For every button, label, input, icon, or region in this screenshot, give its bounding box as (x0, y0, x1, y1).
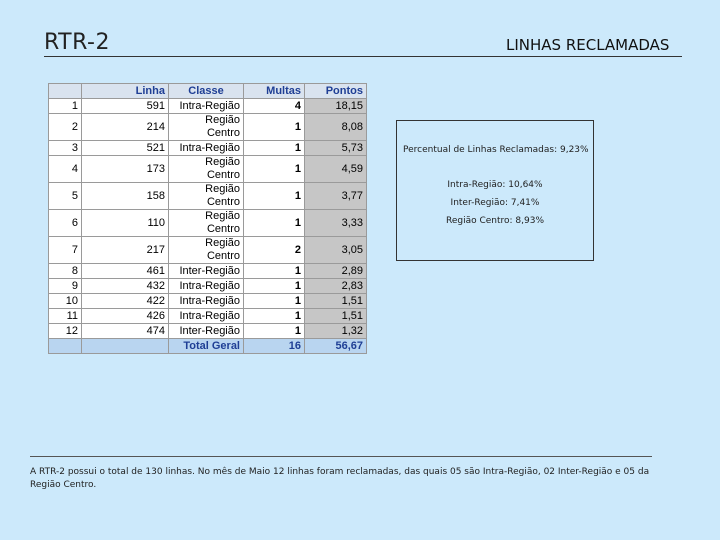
pontos-cell: 2,83 (305, 279, 367, 294)
pontos-cell: 2,89 (305, 264, 367, 279)
overall-percentage: Percentual de Linhas Reclamadas: 9,23% (403, 145, 589, 155)
linha-cell: 474 (82, 324, 169, 339)
row-number: 1 (49, 99, 82, 114)
table-header-row (49, 84, 367, 99)
row-number: 6 (49, 210, 82, 237)
table-row (49, 210, 367, 237)
multas-cell: 1 (244, 183, 305, 210)
linha-cell: 217 (82, 237, 169, 264)
table-row (49, 264, 367, 279)
pontos-cell: 3,05 (305, 237, 367, 264)
summary-note: A RTR-2 possui o total de 130 linhas. No mês de Maio 12 linhas foram reclamadas, das quais 05 são Intra-Região, 02 Inter-Região e 05 da Região Centro. (30, 467, 650, 490)
table-row (49, 114, 367, 141)
row-number: 11 (49, 309, 82, 324)
multas-cell: 1 (244, 324, 305, 339)
inter-regiao-percentage: Inter-Região: 7,41% (450, 198, 540, 208)
classe-cell: Região Centro (169, 210, 244, 237)
multas-cell: 1 (244, 294, 305, 309)
row-number: 12 (49, 324, 82, 339)
classe-cell: Intra-Região (169, 141, 244, 156)
linha-cell: 591 (82, 99, 169, 114)
pontos-cell: 18,15 (305, 99, 367, 114)
total-label: Total Geral (169, 339, 244, 354)
footer-divider (30, 456, 652, 457)
classe-cell: Intra-Região (169, 279, 244, 294)
row-number: 7 (49, 237, 82, 264)
title-underline (44, 56, 682, 57)
table-row (49, 294, 367, 309)
classe-cell: Região Centro (169, 183, 244, 210)
header-classe: Classe (169, 84, 244, 99)
linha-cell: 173 (82, 156, 169, 183)
classe-cell: Inter-Região (169, 264, 244, 279)
table-row (49, 309, 367, 324)
complaint-percentages-box (396, 120, 594, 261)
linha-cell: 521 (82, 141, 169, 156)
linha-cell: 422 (82, 294, 169, 309)
row-number: 10 (49, 294, 82, 309)
linha-cell: 110 (82, 210, 169, 237)
total-pontos: 56,67 (305, 339, 367, 354)
pontos-cell: 8,08 (305, 114, 367, 141)
multas-cell: 2 (244, 237, 305, 264)
classe-cell: Intra-Região (169, 309, 244, 324)
classe-cell: Inter-Região (169, 324, 244, 339)
table-total-row (49, 339, 367, 354)
pontos-cell: 1,32 (305, 324, 367, 339)
multas-cell: 1 (244, 279, 305, 294)
pontos-cell: 3,77 (305, 183, 367, 210)
total-blank-2 (82, 339, 169, 354)
row-number: 3 (49, 141, 82, 156)
linha-cell: 461 (82, 264, 169, 279)
multas-cell: 1 (244, 156, 305, 183)
multas-cell: 1 (244, 114, 305, 141)
table-row (49, 237, 367, 264)
classe-cell: Região Centro (169, 237, 244, 264)
pontos-cell: 5,73 (305, 141, 367, 156)
slide-title: LINHAS RECLAMADAS (506, 36, 670, 54)
linha-cell: 158 (82, 183, 169, 210)
row-number: 4 (49, 156, 82, 183)
table-row (49, 99, 367, 114)
linha-cell: 432 (82, 279, 169, 294)
header-pontos: Pontos (305, 84, 367, 99)
header-multas: Multas (244, 84, 305, 99)
linha-cell: 214 (82, 114, 169, 141)
table-row (49, 183, 367, 210)
table-row (49, 279, 367, 294)
multas-cell: 1 (244, 210, 305, 237)
total-blank-1 (49, 339, 82, 354)
multas-cell: 1 (244, 264, 305, 279)
classe-cell: Região Centro (169, 156, 244, 183)
multas-cell: 1 (244, 309, 305, 324)
intra-regiao-percentage: Intra-Região: 10,64% (447, 180, 543, 190)
row-number: 9 (49, 279, 82, 294)
multas-cell: 4 (244, 99, 305, 114)
classe-cell: Intra-Região (169, 294, 244, 309)
regiao-centro-percentage: Região Centro: 8,93% (445, 216, 545, 226)
slide-code-title: RTR-2 (44, 30, 110, 55)
table-row (49, 141, 367, 156)
table-row (49, 324, 367, 339)
total-multas: 16 (244, 339, 305, 354)
header-linha: Linha (82, 84, 169, 99)
linha-cell: 426 (82, 309, 169, 324)
classe-cell: Região Centro (169, 114, 244, 141)
pontos-cell: 1,51 (305, 309, 367, 324)
row-number: 5 (49, 183, 82, 210)
row-number: 2 (49, 114, 82, 141)
complaints-table (48, 83, 367, 354)
pontos-cell: 3,33 (305, 210, 367, 237)
table-body (49, 99, 367, 354)
classe-cell: Intra-Região (169, 99, 244, 114)
multas-cell: 1 (244, 141, 305, 156)
row-number: 8 (49, 264, 82, 279)
table-row (49, 156, 367, 183)
pontos-cell: 1,51 (305, 294, 367, 309)
pontos-cell: 4,59 (305, 156, 367, 183)
header-blank (49, 84, 82, 99)
